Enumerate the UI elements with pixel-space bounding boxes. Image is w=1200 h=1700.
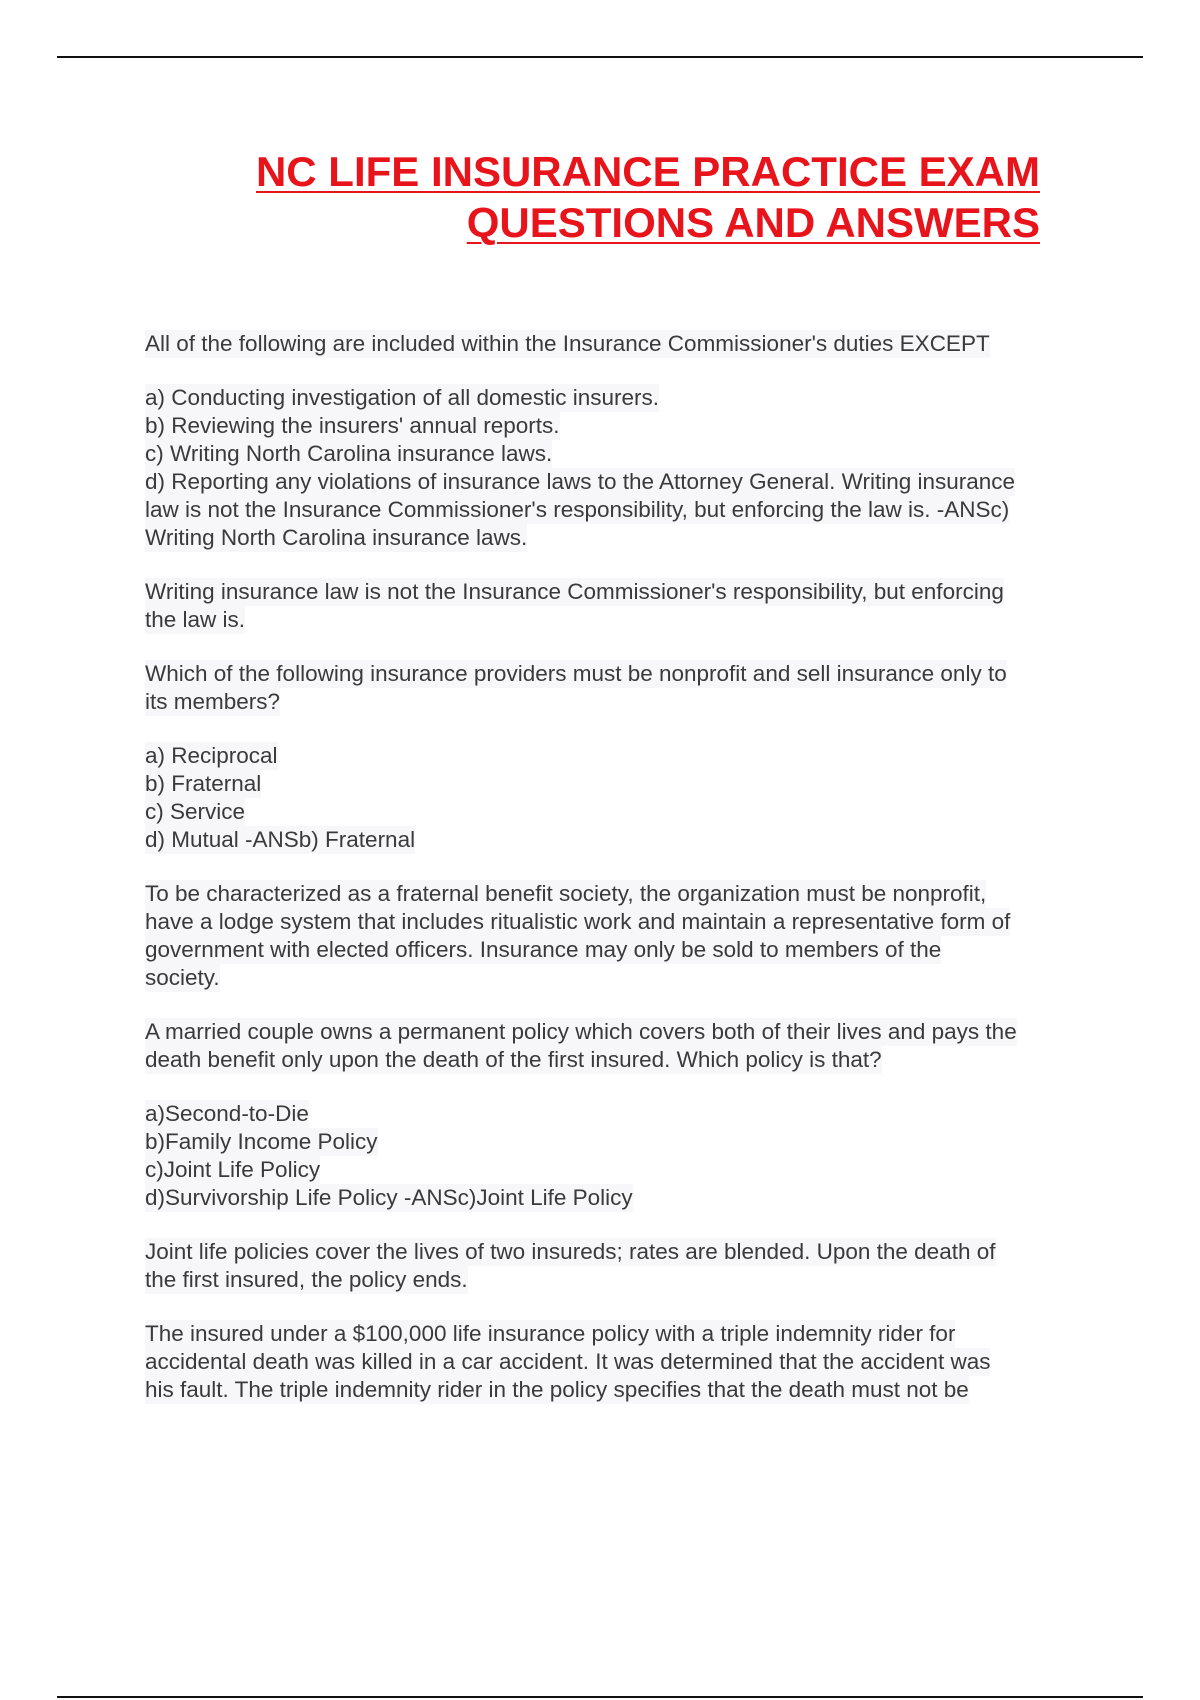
text-line: its members?: [145, 689, 281, 714]
paragraph: [145, 384, 1095, 552]
paragraph: [145, 880, 1095, 992]
text-line: society.: [145, 965, 220, 990]
text-line: accidental death was killed in a car accident. It was determined that the accident was: [145, 1349, 991, 1374]
page-title: [140, 146, 1040, 248]
text-line: To be characterized as a fraternal benefit society, the organization must be nonprofit,: [145, 881, 987, 906]
text-line: government with elected officers. Insurance may only be sold to members of the: [145, 937, 942, 962]
title-line-1: NC LIFE INSURANCE PRACTICE EXAM: [255, 148, 1040, 195]
text-line: Writing insurance law is not the Insurance Commissioner's responsibility, but enforcing: [145, 579, 1004, 604]
text-line: d) Mutual -ANSb) Fraternal: [145, 827, 416, 852]
text-line: law is not the Insurance Commissioner's responsibility, but enforcing the law is. -ANSc): [145, 497, 1010, 522]
paragraph: [145, 1320, 1095, 1404]
text-line: the law is.: [145, 607, 246, 632]
text-line: Which of the following insurance providers must be nonprofit and sell insurance only to: [145, 661, 1007, 686]
title-line-2: QUESTIONS AND ANSWERS: [466, 199, 1040, 246]
text-line: a) Reciprocal: [145, 743, 278, 768]
text-line: d) Reporting any violations of insurance laws to the Attorney General. Writing insurance: [145, 469, 1016, 494]
text-line: The insured under a $100,000 life insurance policy with a triple indemnity rider for: [145, 1321, 956, 1346]
text-line: Joint life policies cover the lives of two insureds; rates are blended. Upon the death of: [145, 1239, 996, 1264]
bottom-rule: [57, 1696, 1143, 1698]
text-line: All of the following are included within the Insurance Commissioner's duties EXCEPT: [145, 331, 990, 356]
paragraph: [145, 742, 1095, 854]
text-line: a)Second-to-Die: [145, 1101, 309, 1126]
text-line: c) Writing North Carolina insurance laws.: [145, 441, 553, 466]
text-line: c)Joint Life Policy: [145, 1157, 321, 1182]
document-body: [145, 330, 1095, 1430]
text-line: Writing North Carolina insurance laws.: [145, 525, 528, 550]
text-line: d)Survivorship Life Policy -ANSc)Joint Life Policy: [145, 1185, 633, 1210]
text-line: death benefit only upon the death of the first insured. Which policy is that?: [145, 1047, 882, 1072]
text-line: b)Family Income Policy: [145, 1129, 378, 1154]
paragraph: [145, 1238, 1095, 1294]
paragraph: [145, 578, 1095, 634]
text-line: A married couple owns a permanent policy which covers both of their lives and pays the: [145, 1019, 1017, 1044]
text-line: the first insured, the policy ends.: [145, 1267, 468, 1292]
paragraph: [145, 660, 1095, 716]
text-line: have a lodge system that includes ritualistic work and maintain a representative form of: [145, 909, 1011, 934]
paragraph: [145, 330, 1095, 358]
top-rule: [57, 56, 1143, 58]
paragraph: [145, 1100, 1095, 1212]
text-line: his fault. The triple indemnity rider in the policy specifies that the death must not be: [145, 1377, 969, 1402]
paragraph: [145, 1018, 1095, 1074]
text-line: b) Fraternal: [145, 771, 262, 796]
text-line: a) Conducting investigation of all domestic insurers.: [145, 385, 660, 410]
text-line: b) Reviewing the insurers' annual reports.: [145, 413, 560, 438]
text-line: c) Service: [145, 799, 246, 824]
